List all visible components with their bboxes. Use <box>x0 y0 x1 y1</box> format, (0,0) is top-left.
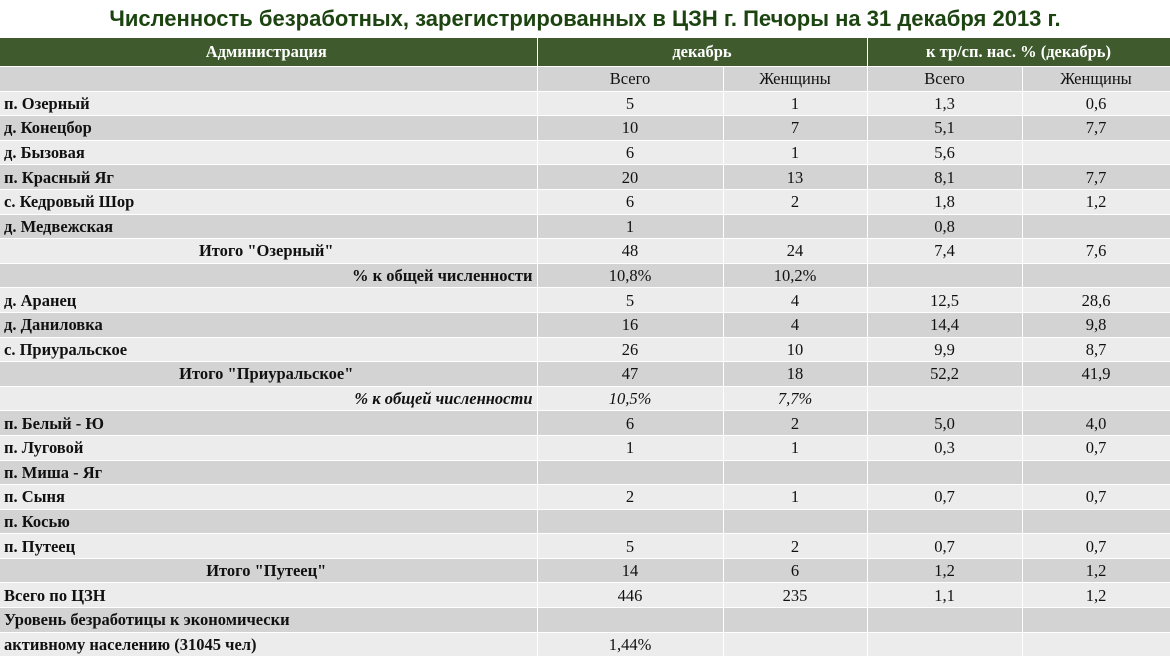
row-ratio-women: 4,0 <box>1022 411 1170 436</box>
row-name: активному населению (31045 чел) <box>0 632 537 657</box>
table-row <box>0 435 1170 460</box>
table-row <box>0 386 1170 411</box>
row-ratio-women: 7,7 <box>1022 165 1170 190</box>
row-name: % к общей численности <box>0 386 537 411</box>
row-ratio-total: 0,3 <box>867 435 1022 460</box>
row-name: Итого "Озерный" <box>0 239 537 264</box>
subheader-women: Женщины <box>723 67 867 92</box>
row-total: 10,5% <box>537 386 723 411</box>
row-ratio-total: 14,4 <box>867 312 1022 337</box>
row-ratio-women <box>1022 386 1170 411</box>
row-total <box>537 460 723 485</box>
row-ratio-total: 5,0 <box>867 411 1022 436</box>
table-header-row <box>0 38 1170 67</box>
row-name: Уровень безработицы к экономически <box>0 608 537 633</box>
subheader-empty <box>0 67 537 92</box>
row-total: 10,8% <box>537 263 723 288</box>
table-row <box>0 189 1170 214</box>
row-women: 1 <box>723 91 867 116</box>
table-row <box>0 485 1170 510</box>
row-total: 446 <box>537 583 723 608</box>
row-total <box>537 509 723 534</box>
row-name: п. Сыня <box>0 485 537 510</box>
table-row <box>0 116 1170 141</box>
row-ratio-women <box>1022 608 1170 633</box>
row-ratio-women <box>1022 460 1170 485</box>
table-row <box>0 362 1170 387</box>
row-women: 1 <box>723 140 867 165</box>
row-name: Итого "Путеец" <box>0 558 537 583</box>
table-row <box>0 263 1170 288</box>
header-admin: Администрация <box>0 38 537 67</box>
row-ratio-women: 0,7 <box>1022 435 1170 460</box>
row-women <box>723 608 867 633</box>
row-women: 4 <box>723 312 867 337</box>
table-row <box>0 91 1170 116</box>
row-total: 1,44% <box>537 632 723 657</box>
row-women <box>723 214 867 239</box>
row-ratio-women: 0,7 <box>1022 485 1170 510</box>
row-ratio-women <box>1022 632 1170 657</box>
row-name: % к общей численности <box>0 263 537 288</box>
table-row <box>0 460 1170 485</box>
row-ratio-total: 12,5 <box>867 288 1022 313</box>
row-ratio-women: 28,6 <box>1022 288 1170 313</box>
row-ratio-total <box>867 386 1022 411</box>
row-women: 1 <box>723 435 867 460</box>
row-women <box>723 632 867 657</box>
row-ratio-total: 0,8 <box>867 214 1022 239</box>
row-women: 13 <box>723 165 867 190</box>
table-row <box>0 214 1170 239</box>
row-ratio-women <box>1022 263 1170 288</box>
subheader-ratio-women: Женщины <box>1022 67 1170 92</box>
row-ratio-women: 9,8 <box>1022 312 1170 337</box>
row-ratio-total: 1,1 <box>867 583 1022 608</box>
table-row <box>0 337 1170 362</box>
row-ratio-women: 1,2 <box>1022 583 1170 608</box>
row-ratio-total: 0,7 <box>867 485 1022 510</box>
row-name: п. Путеец <box>0 534 537 559</box>
row-ratio-women: 0,6 <box>1022 91 1170 116</box>
header-december: декабрь <box>537 38 867 67</box>
row-name: п. Белый - Ю <box>0 411 537 436</box>
header-ratio: к тр/сп. нас. % (декабрь) <box>867 38 1170 67</box>
row-name: п. Озерный <box>0 91 537 116</box>
row-ratio-women: 41,9 <box>1022 362 1170 387</box>
row-ratio-women <box>1022 509 1170 534</box>
row-name: с. Кедровый Шор <box>0 189 537 214</box>
row-name: д. Медвежская <box>0 214 537 239</box>
row-ratio-total: 52,2 <box>867 362 1022 387</box>
row-ratio-total <box>867 263 1022 288</box>
row-name: д. Даниловка <box>0 312 537 337</box>
row-name: д. Конецбор <box>0 116 537 141</box>
row-ratio-total <box>867 608 1022 633</box>
row-women <box>723 509 867 534</box>
row-total: 47 <box>537 362 723 387</box>
row-total: 2 <box>537 485 723 510</box>
row-total: 1 <box>537 435 723 460</box>
row-name: с. Приуральское <box>0 337 537 362</box>
table-row <box>0 583 1170 608</box>
table-row <box>0 632 1170 657</box>
table-row <box>0 558 1170 583</box>
unemployment-table <box>0 38 1170 657</box>
table-row <box>0 288 1170 313</box>
row-women: 7 <box>723 116 867 141</box>
row-ratio-women <box>1022 140 1170 165</box>
row-total: 48 <box>537 239 723 264</box>
row-ratio-total <box>867 632 1022 657</box>
row-ratio-women: 7,6 <box>1022 239 1170 264</box>
row-ratio-total <box>867 460 1022 485</box>
row-name: п. Красный Яг <box>0 165 537 190</box>
row-women: 24 <box>723 239 867 264</box>
row-ratio-total: 1,8 <box>867 189 1022 214</box>
row-women: 10 <box>723 337 867 362</box>
row-ratio-total: 5,1 <box>867 116 1022 141</box>
subheader-ratio-total: Всего <box>867 67 1022 92</box>
row-women: 2 <box>723 534 867 559</box>
row-ratio-women: 1,2 <box>1022 558 1170 583</box>
row-total: 26 <box>537 337 723 362</box>
row-total <box>537 608 723 633</box>
row-ratio-women: 8,7 <box>1022 337 1170 362</box>
row-women: 2 <box>723 411 867 436</box>
table-row <box>0 608 1170 633</box>
row-ratio-total: 8,1 <box>867 165 1022 190</box>
row-total: 5 <box>537 288 723 313</box>
row-ratio-total: 1,3 <box>867 91 1022 116</box>
table-subheader-row <box>0 67 1170 92</box>
table-row <box>0 534 1170 559</box>
row-total: 14 <box>537 558 723 583</box>
page-title: Численность безработных, зарегистрированных в ЦЗН г. Печоры на 31 декабря 2013 г. <box>109 6 1061 31</box>
row-ratio-women: 7,7 <box>1022 116 1170 141</box>
table-row <box>0 165 1170 190</box>
table-row <box>0 411 1170 436</box>
row-total: 6 <box>537 411 723 436</box>
row-ratio-total: 7,4 <box>867 239 1022 264</box>
row-ratio-women <box>1022 214 1170 239</box>
row-women: 10,2% <box>723 263 867 288</box>
row-ratio-total: 1,2 <box>867 558 1022 583</box>
row-total: 16 <box>537 312 723 337</box>
row-ratio-women: 0,7 <box>1022 534 1170 559</box>
row-total: 5 <box>537 534 723 559</box>
row-name: Всего по ЦЗН <box>0 583 537 608</box>
row-women: 2 <box>723 189 867 214</box>
row-women <box>723 460 867 485</box>
row-ratio-total: 9,9 <box>867 337 1022 362</box>
row-ratio-total <box>867 509 1022 534</box>
row-women: 7,7% <box>723 386 867 411</box>
row-name: п. Луговой <box>0 435 537 460</box>
table-row <box>0 312 1170 337</box>
row-total: 10 <box>537 116 723 141</box>
row-women: 18 <box>723 362 867 387</box>
row-total: 1 <box>537 214 723 239</box>
row-name: Итого "Приуральское" <box>0 362 537 387</box>
row-total: 6 <box>537 189 723 214</box>
row-women: 235 <box>723 583 867 608</box>
table-row <box>0 509 1170 534</box>
row-name: п. Косью <box>0 509 537 534</box>
row-total: 20 <box>537 165 723 190</box>
row-total: 5 <box>537 91 723 116</box>
subheader-total: Всего <box>537 67 723 92</box>
row-ratio-total: 5,6 <box>867 140 1022 165</box>
row-ratio-women: 1,2 <box>1022 189 1170 214</box>
row-name: д. Аранец <box>0 288 537 313</box>
row-women: 4 <box>723 288 867 313</box>
row-name: п. Миша - Яг <box>0 460 537 485</box>
row-women: 1 <box>723 485 867 510</box>
table-row <box>0 140 1170 165</box>
row-name: д. Бызовая <box>0 140 537 165</box>
row-women: 6 <box>723 558 867 583</box>
table-row <box>0 239 1170 264</box>
row-ratio-total: 0,7 <box>867 534 1022 559</box>
row-total: 6 <box>537 140 723 165</box>
